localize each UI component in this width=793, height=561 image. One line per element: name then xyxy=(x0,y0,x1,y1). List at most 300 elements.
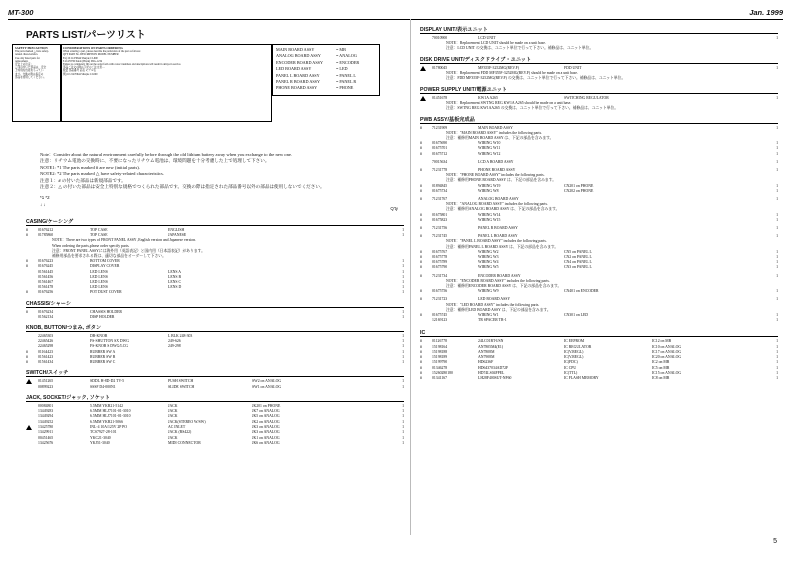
quantity: 1 xyxy=(402,259,404,264)
safety-line: replacement. xyxy=(15,59,29,63)
section-title: PWB ASSY/基板完成品 xyxy=(420,116,778,124)
description: PANEL L BOARD ASSY xyxy=(478,234,518,239)
note-line: 注意１：# の付いた部品は新規部品です。 xyxy=(40,177,126,183)
quantity: 1 xyxy=(402,233,404,238)
spec xyxy=(564,318,652,323)
quantity: 1 xyxy=(402,274,404,279)
description: MF355F-3252MG(REV.F) xyxy=(478,65,519,70)
location xyxy=(652,96,764,102)
section-title: JACK, SOCKET/ジャック, ソケット xyxy=(26,394,404,402)
part-number: 22465426 xyxy=(38,339,54,344)
location xyxy=(652,189,764,194)
part-number: 13449252 xyxy=(38,419,54,424)
spec xyxy=(564,197,652,202)
description: WIRING W12 xyxy=(478,151,501,156)
spec: LENS A xyxy=(168,269,181,274)
section-note: NOTE：Replacement FDD MF355F-3252MG(REV.F) should be made on a unit base. xyxy=(446,71,578,76)
part-number: 01561478 xyxy=(38,285,54,290)
description: 5.5MM YKB21-5142 xyxy=(90,404,123,409)
spec: JACK (RS422) xyxy=(168,430,192,435)
spec xyxy=(564,152,652,157)
description: BOTTOM COVER xyxy=(90,259,120,264)
quantity: 1 xyxy=(402,414,404,419)
date-label: Jan. 1999 xyxy=(749,8,783,17)
spec: LENS D xyxy=(168,285,182,290)
spec: IC EEPROM xyxy=(564,339,585,344)
location xyxy=(652,36,764,41)
board-name: ANALOG BOARD ASSY xyxy=(276,53,321,59)
mark: # xyxy=(420,355,422,360)
quantity: 1 xyxy=(776,151,778,156)
safety-mark-icon xyxy=(420,66,432,72)
section-note: NOTE："MAIN BOARD ASSY" includes the following parts. xyxy=(446,130,543,135)
part-number: 70015634 xyxy=(432,159,448,164)
part-number: 01676223 xyxy=(38,259,54,264)
location xyxy=(252,315,390,320)
mark: # xyxy=(420,151,422,156)
location xyxy=(652,197,764,202)
part-number: 01675790 xyxy=(432,265,448,270)
mark: # xyxy=(420,349,422,354)
ordering-line: Failure to completely fill out the order form with correct numbers and descriptions will result in delays in service. xyxy=(63,63,182,67)
location xyxy=(652,160,764,165)
part-number: 01451265 xyxy=(38,379,54,384)
quantity: 1 xyxy=(776,365,778,370)
part-number: 01675767 xyxy=(432,249,448,254)
quantity: 1 xyxy=(402,354,404,359)
spec: IC REGULATOR xyxy=(564,344,592,349)
location xyxy=(652,234,764,239)
section-note: 注意：FDD MF355F-3252MG(REV.F) の交換は、ユニット単位で行って下さい。補修品は、ユニット単位。 xyxy=(446,76,626,81)
location: IC12 on MB xyxy=(652,339,672,344)
description: AN7908M xyxy=(478,355,495,360)
spec xyxy=(564,234,652,239)
quantity: 1 xyxy=(402,419,404,424)
description: DB-KNOB xyxy=(90,334,108,339)
quantity: 1 xyxy=(776,318,778,323)
mark: # xyxy=(420,273,422,278)
location: IC10 on ANALOG xyxy=(652,344,682,349)
board-abbrev: = ENCODER xyxy=(336,59,360,65)
description: LED LENS xyxy=(90,285,108,290)
header-rule xyxy=(8,19,783,20)
parts-row xyxy=(420,160,778,165)
part-number: 13425780 xyxy=(38,424,54,429)
mark: # xyxy=(26,259,28,264)
safety-line: △ 印の付いた部品は、安全 xyxy=(15,66,47,70)
quantity: 1 xyxy=(776,355,778,360)
part-number: 01562134 xyxy=(38,314,54,319)
part-number: 15198164 xyxy=(432,344,448,349)
description: PANEL R BOARD ASSY xyxy=(478,226,518,231)
mark: # xyxy=(420,260,422,265)
description: LED BOARD ASSY xyxy=(478,297,511,302)
section-note: 注意：補修用PHONE BOARD ASSY は、下記の部品を含みます。 xyxy=(446,178,556,183)
parts-row xyxy=(26,360,404,365)
section-note: When ordering the parts,please order specify parts. xyxy=(52,243,130,248)
quantity: 1 xyxy=(776,260,778,265)
parts-row xyxy=(420,189,778,194)
spec xyxy=(564,160,652,165)
location: JK7 on ANALOG xyxy=(252,409,280,414)
quantity: 1 xyxy=(402,430,404,435)
description: SDDL H-8D-D2 TV-5 xyxy=(90,379,125,384)
quantity: 1 xyxy=(402,285,404,290)
part-number: 01894845 xyxy=(432,183,448,188)
part-number: 01675756 xyxy=(432,289,448,294)
board-abbrev: = PHONE xyxy=(336,85,354,91)
description: 6.5MM YKB21-5066 xyxy=(90,419,123,424)
part-number: 01561445 xyxy=(38,269,54,274)
section-title: DISK DRIVE UNIT/ディスクドライブ・ユニット xyxy=(420,56,778,64)
quantity: 1 xyxy=(776,212,778,217)
description: DISP HOLDER xyxy=(90,314,115,319)
location: IC5 on MB xyxy=(652,365,670,370)
board-abbrev: = MB xyxy=(336,47,346,52)
section-title: DISPLAY UNIT/表示ユニット xyxy=(420,26,778,34)
location: IC17 on ANALOG xyxy=(652,349,682,354)
description: RUBBER SW A xyxy=(90,349,116,354)
description: WIRING W11 xyxy=(478,146,501,151)
location: JK2 on ANALOG xyxy=(252,419,280,424)
spec: JACK xyxy=(168,409,178,414)
spec: ENGLISH xyxy=(168,228,185,232)
column-divider xyxy=(410,19,411,535)
location xyxy=(252,290,390,295)
part-number: 01676212 xyxy=(38,228,54,232)
description: LED LENS xyxy=(90,280,108,285)
description: AN7805M4(E1) xyxy=(478,344,504,349)
ordering-box-lines xyxy=(63,50,269,76)
description: TOP CASE xyxy=(90,228,108,232)
quantity: 1 xyxy=(776,146,778,151)
part-number: 01451678 xyxy=(432,95,448,100)
spec: CN401 on ENCODER xyxy=(564,289,599,294)
section-note: 注意：補修用ANALOG BOARD ASSY は、下記の部品を含みます。 xyxy=(446,207,560,212)
location: JK3 on ANALOG xyxy=(252,430,280,435)
board-abbrev: = PANEL R xyxy=(336,79,357,85)
part-number: 15198189 xyxy=(432,355,448,360)
ordering-line: 例) 10 21470644 Sharpie CJ-600 xyxy=(63,72,98,76)
quantity: 1 xyxy=(402,409,404,414)
section-title: KNOB, BUTTON/つまみ, ボタン xyxy=(26,324,404,332)
part-number: 01675778 xyxy=(432,255,448,260)
group-spacer xyxy=(420,323,778,326)
part-number: 01561456 xyxy=(38,274,54,279)
mark: # xyxy=(420,212,422,217)
location xyxy=(652,274,764,279)
ordering-line: 数量 部品番号 品名 モデル名 xyxy=(63,69,96,73)
safety-line: The parts marked △ have safety- xyxy=(15,50,50,54)
description: AN7808M xyxy=(478,349,495,354)
description: YKJ51-3040 xyxy=(90,440,110,445)
quantity: 1 xyxy=(776,265,778,270)
section-note: NOTE："LED BOARD ASSY" includes the following parts. xyxy=(446,302,540,307)
parts-row xyxy=(26,385,404,390)
mark: # xyxy=(420,289,422,294)
note-line: NOTE1: *1 The parts marked # are new (initial parts). xyxy=(40,164,140,170)
section-note: NOTE："PHONE BOARD ASSY" includes the following parts. xyxy=(446,173,545,178)
part-number: 01675701 xyxy=(432,146,448,151)
board-name: PANEL R BOARD ASSY xyxy=(276,79,321,85)
mark: # xyxy=(420,125,422,130)
spec xyxy=(564,126,652,131)
part-number: 01675745 xyxy=(432,313,448,318)
location: IC2 on MB xyxy=(652,360,670,365)
ordering-line: Ex) 10 21470644 Sharpie CJ-600 xyxy=(63,56,98,60)
location xyxy=(652,226,764,231)
quantity: 1 xyxy=(402,314,404,319)
section-title: SWITCH/スイッチ xyxy=(26,369,404,377)
description: SSSF D4-000N1 xyxy=(90,384,116,389)
mark: # xyxy=(420,141,422,146)
mark xyxy=(26,441,38,446)
quantity: 1 xyxy=(776,65,778,70)
description: HD6236F xyxy=(478,360,494,365)
spec: JACK xyxy=(168,404,178,409)
section-note: 注意：補修用ENCODER BOARD ASSY は、下記の部品を含みます。 xyxy=(446,284,562,289)
spec xyxy=(168,315,252,320)
mark: # xyxy=(420,265,422,270)
mark: # xyxy=(26,309,28,314)
part-number: 71231767 xyxy=(432,197,448,202)
parts-row xyxy=(26,290,404,295)
spec: JACK xyxy=(168,414,178,419)
section-note: NOTE："PANEL L BOARD ASSY" includes the following parts. xyxy=(446,239,547,244)
description: RUBBER SW C xyxy=(90,360,116,365)
location xyxy=(252,360,390,365)
quantity: 1 xyxy=(402,404,404,409)
part-number: 01780045 xyxy=(432,65,448,70)
quantity: 1 xyxy=(402,309,404,314)
spec: PUSH SWITCH xyxy=(168,379,194,384)
section-title: CHASSIS/シャーシ xyxy=(26,300,404,308)
part-number: 13449294 xyxy=(38,414,54,419)
parts-row xyxy=(420,376,778,381)
spec: AC INLET xyxy=(168,424,186,429)
spec: IC CPU xyxy=(564,365,577,370)
section-title: CASING/ケーシング xyxy=(26,218,404,226)
ordering-box xyxy=(60,44,272,122)
description: PHONE BOARD ASSY xyxy=(478,168,516,172)
description: HD74LS04FPEL xyxy=(478,370,505,375)
notes-list xyxy=(40,152,400,190)
description: WIRING W19 xyxy=(478,183,501,188)
part-number: 01561467 xyxy=(38,280,54,285)
location xyxy=(652,152,764,157)
mark: # xyxy=(26,349,28,354)
safety-line: 部品を使用してください。 xyxy=(15,75,47,79)
location: IC8 on MB xyxy=(652,375,670,380)
marker-labels xyxy=(40,195,50,208)
board-abbrev: = ANALOG xyxy=(336,53,357,59)
spec: CN201 on PHONE xyxy=(564,183,594,188)
quantity: 1 xyxy=(776,313,778,318)
location: IC20 on ANALOG xyxy=(652,355,682,360)
parts-row xyxy=(420,297,778,302)
ordering-line: When ordering a part, please describe the particulars of the part as follows: xyxy=(63,50,141,54)
part-number: 13425676 xyxy=(38,440,54,445)
description: INL-4 10A/125V 2P PO xyxy=(90,424,128,429)
quantity: 1 xyxy=(776,273,778,278)
spec: SLIDE SWITCH xyxy=(168,384,195,389)
description: RUBBER SW B xyxy=(90,354,116,359)
description: 6.5MM HLJ7101-01-3010 xyxy=(90,409,131,414)
quantity: 1 xyxy=(776,183,778,188)
section-note: NOTE："ENCODER BOARD ASSY" includes the following parts. xyxy=(446,278,550,283)
description: WIRING W14 xyxy=(478,212,501,217)
board-name: ENCODER BOARD ASSY xyxy=(276,59,324,65)
part-number: 15199790 xyxy=(432,360,448,365)
description: 6.5MM HLJ7101-01-3010 xyxy=(90,414,131,419)
mark: # xyxy=(420,226,422,231)
column-markers xyxy=(40,195,400,208)
board-name: PANEL L BOARD ASSY xyxy=(276,72,320,78)
part-number: 71231723 xyxy=(432,297,448,302)
spec: LENS C xyxy=(168,280,181,285)
spec: IC(FDC) xyxy=(564,360,578,365)
safety-line: 安全上の注意： xyxy=(15,63,34,67)
quantity: 1 xyxy=(776,95,778,100)
mark: # xyxy=(420,168,422,172)
part-number: 01675823 xyxy=(432,217,448,222)
part-number: 01126778 xyxy=(432,339,448,344)
description: POT DUST COVER xyxy=(90,290,122,295)
ordering-line: 部品ご注文の際は下記のご注文書 ... xyxy=(63,66,105,70)
quantity: 1 xyxy=(402,379,404,384)
quantity: 1 xyxy=(776,297,778,302)
section-note: 補修用部品を要求される際は、適切な部品をオーダーして下さい。 xyxy=(52,254,166,259)
part-number: 01164423 xyxy=(38,349,54,354)
spec: L BLK 248-303 xyxy=(168,334,193,339)
spec xyxy=(564,218,652,223)
description: 24LC01BT-I/SN xyxy=(478,339,504,344)
quantity: 1 xyxy=(776,234,778,239)
section-note: 注意：補修用PANEL L BOARD ASSY は、下記の部品を含みます。 xyxy=(446,244,559,249)
section-note: 注意：補修用LED BOARD ASSY は、下記の部品を含みます。 xyxy=(446,307,551,312)
spec: IC FLASH MEMORY xyxy=(564,375,599,380)
mark: # xyxy=(420,297,422,302)
description: LED LENS xyxy=(90,274,108,279)
description: LCD A BOARD ASSY xyxy=(478,159,514,164)
mark: # xyxy=(420,339,422,344)
part-number: 01785860 xyxy=(38,233,54,238)
quantity: 1 xyxy=(776,197,778,202)
quantity: 1 xyxy=(776,370,778,375)
quantity: 1 xyxy=(402,228,404,232)
part-number: 70010900 xyxy=(432,36,448,40)
spec xyxy=(564,297,652,302)
location xyxy=(652,265,764,270)
board-abbrev: = LED xyxy=(336,66,348,72)
part-number: 01675801 xyxy=(432,212,448,217)
description: LCD UNIT xyxy=(478,36,496,40)
description: YKC21-3040 xyxy=(90,435,111,440)
ordering-box-title: CONSIDERATIONS ON PARTS ORDERING xyxy=(63,46,123,50)
parts-row xyxy=(420,318,778,323)
parts-row xyxy=(420,218,778,223)
location xyxy=(652,218,764,223)
location xyxy=(652,168,764,173)
section-note: NOTE：Replacement LCD UNIT should be made on a unit base. xyxy=(446,41,546,46)
safety-line: Use only listed parts for xyxy=(15,56,40,60)
part-number: 15198188 xyxy=(432,349,448,354)
safety-mark-icon xyxy=(420,96,432,102)
mark: # xyxy=(26,290,28,295)
section-title: POWER SUPPLY UNIT/電源ユニット xyxy=(420,86,778,94)
spec: MIDI CONNECTOR xyxy=(168,440,201,445)
spec: 249-626 xyxy=(168,339,181,344)
quantity: 1 xyxy=(776,375,778,380)
location: SW2 on ANALOG xyxy=(252,379,282,384)
quantity: 1 xyxy=(402,384,404,389)
parts-row xyxy=(420,265,778,270)
mark: # xyxy=(26,264,28,269)
part-number: 01346278 xyxy=(432,365,448,370)
quantity: 1 xyxy=(402,344,404,349)
part-number: 01561434 xyxy=(38,360,54,365)
parts-row xyxy=(420,226,778,231)
part-number: 15260280180 xyxy=(432,370,453,375)
board-abbrev-list xyxy=(276,47,376,92)
spec xyxy=(564,168,652,173)
part-number: 01675690 xyxy=(432,141,448,146)
quantity: 1 xyxy=(776,360,778,365)
triangle-icon xyxy=(26,425,32,430)
quantity: 1 xyxy=(402,264,404,269)
quantity: 1 xyxy=(402,334,404,339)
location xyxy=(652,66,764,72)
part-number: 01676245 xyxy=(38,264,54,269)
page-title: PARTS LIST/パーツリスト xyxy=(26,30,146,41)
quantity: 1 xyxy=(402,269,404,274)
mark xyxy=(420,160,432,165)
mark xyxy=(420,36,432,41)
part-number: 00451465 xyxy=(38,435,54,440)
description: WIRING W10 xyxy=(478,141,501,146)
description: WIRING W5 xyxy=(478,265,499,270)
spec: IC(V.REGL) xyxy=(564,355,584,360)
spec: CN2 on PANEL L xyxy=(564,255,592,260)
safety-line: 上特別な性能をもってい xyxy=(15,69,44,73)
section-title: IC xyxy=(420,330,778,337)
description: WIRING W3 xyxy=(478,255,499,260)
section-note: 注意：FRONT PANEL ASSYには海外用（英語表記）と国内用（日本語表記）があります。 xyxy=(52,248,205,253)
section-note: 注意：SWTNG REG KW1AA265 の交換は、ユニット単位で行って下さい。補修品は、ユニット単位。 xyxy=(446,106,619,111)
description: MAIN BOARD ASSY xyxy=(478,125,513,130)
section-note: NOTE："ANALOG BOARD ASSY" includes the following parts. xyxy=(446,202,548,207)
spec: CN202 on PHONE xyxy=(564,188,594,193)
quantity: 1 xyxy=(776,36,778,40)
location: JK1 on ANALOG xyxy=(252,435,280,440)
part-number: 13449283 xyxy=(38,409,54,414)
description: HD6437034AD72F xyxy=(478,365,509,370)
description: WIRING W9 xyxy=(478,289,499,294)
note-line: NOTE2: *2 The parts marked △ have safety-related characteristics. xyxy=(40,171,164,177)
section-note: NOTE：Replacement SWTNG REG KW1A A265 should be made on a unit base. xyxy=(446,101,572,106)
description: TOP CASE xyxy=(90,233,108,238)
marker-arrows: ↓ ↓ xyxy=(40,201,46,207)
parts-row xyxy=(26,441,404,446)
description: WIRING W4 xyxy=(478,260,499,265)
quantity: 1 xyxy=(402,440,404,445)
mark: # xyxy=(420,344,422,349)
quantity: 1 xyxy=(402,360,404,365)
part-number: 00084801 xyxy=(38,404,54,409)
quantity: 1 xyxy=(776,226,778,231)
general-notes xyxy=(40,152,400,208)
spec: JAPANESE xyxy=(168,233,187,238)
